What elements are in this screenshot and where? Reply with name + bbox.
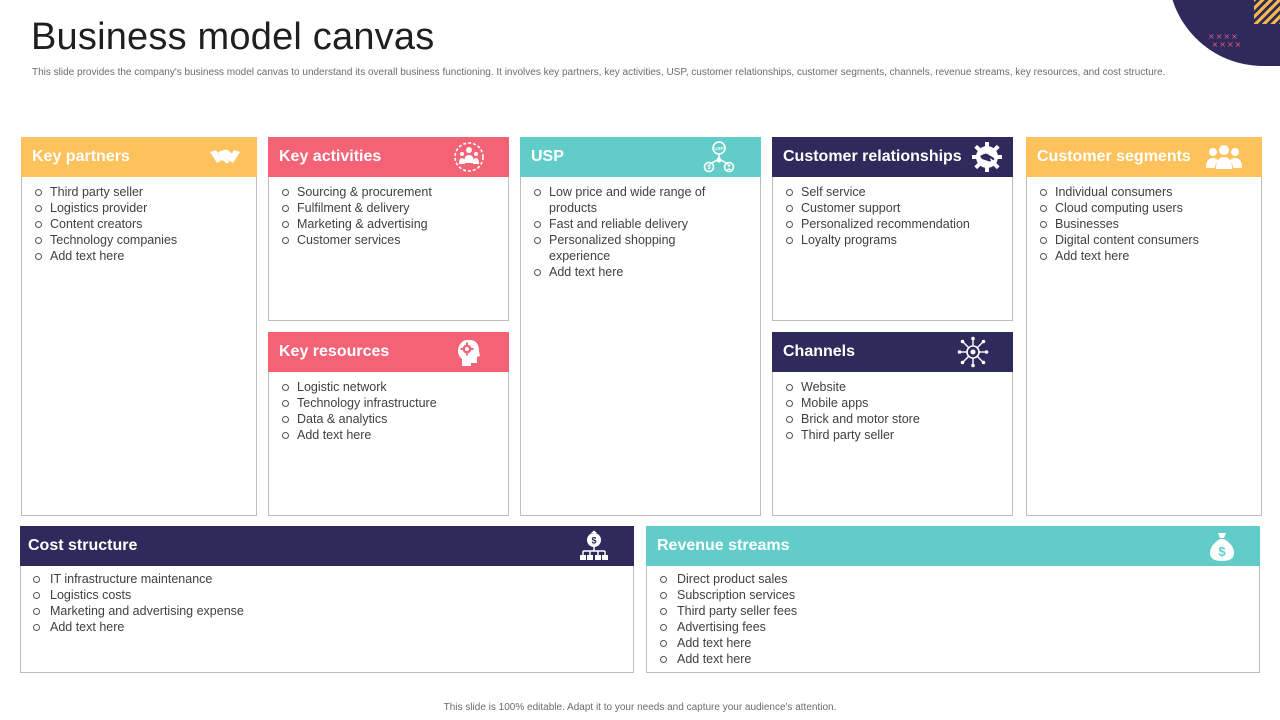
list-item: Third party seller fees — [659, 603, 1251, 619]
list-item: Self service — [785, 184, 1004, 200]
list-item: Fulfilment & delivery — [281, 200, 500, 216]
cost-structure-card — [20, 526, 634, 673]
list-item: Low price and wide range of products — [533, 184, 752, 216]
usp-header — [520, 137, 761, 177]
list-item: Third party seller — [34, 184, 248, 200]
customer-relationships-card — [772, 137, 1013, 321]
cost-hierarchy-icon — [578, 530, 610, 562]
list-item: Digital content consumers — [1039, 232, 1253, 248]
gear-head-icon — [453, 336, 485, 368]
cost-structure-list — [32, 571, 625, 635]
list-item: Individual consumers — [1039, 184, 1253, 200]
list-item: Loyalty programs — [785, 232, 1004, 248]
footer-note: This slide is 100% editable. Adapt it to your needs and capture your audience's attention. — [443, 702, 837, 713]
list-item: Third party seller — [785, 427, 1004, 443]
channels-header — [772, 332, 1013, 372]
key-resources-card — [268, 332, 509, 516]
list-item: Logistics costs — [32, 587, 625, 603]
list-item: Add text here — [533, 264, 752, 280]
svg-text:$: $ — [707, 165, 711, 171]
revenue-streams-list — [659, 571, 1251, 667]
list-item: Businesses — [1039, 216, 1253, 232]
list-item: Direct product sales — [659, 571, 1251, 587]
list-item: Customer support — [785, 200, 1004, 216]
list-item: Fast and reliable delivery — [533, 216, 752, 232]
team-target-icon — [453, 141, 485, 173]
list-item: Personalized shopping experience — [533, 232, 752, 264]
money-bag-icon — [1206, 530, 1238, 562]
key-partners-title: Key partners — [32, 148, 130, 165]
channels-card — [772, 332, 1013, 516]
list-item: Add text here — [659, 651, 1251, 667]
list-item: Advertising fees — [659, 619, 1251, 635]
page-subtitle: This slide provides the company's business model canvas to understand its overall business functioning. It involves key partners, key activities, USP, customer relationships, customer segments, channels, revenue streams, key resources, and cost structure. — [32, 67, 1166, 78]
customer-segments-list — [1039, 184, 1253, 264]
key-activities-header — [268, 137, 509, 177]
svg-text:$: $ — [1218, 544, 1226, 559]
list-item: Cloud computing users — [1039, 200, 1253, 216]
key-partners-list — [34, 184, 248, 264]
customer-relationships-list — [785, 184, 1004, 248]
handshake-icon — [205, 141, 245, 173]
list-item: Data & analytics — [281, 411, 500, 427]
list-item: Sourcing & procurement — [281, 184, 500, 200]
customer-relationships-title: Customer relationships — [783, 148, 962, 165]
channels-list — [785, 379, 1004, 443]
list-item: Marketing & advertising — [281, 216, 500, 232]
list-item: Personalized recommendation — [785, 216, 1004, 232]
customer-segments-header — [1026, 137, 1262, 177]
list-item: Logistics provider — [34, 200, 248, 216]
cost-structure-header — [20, 526, 634, 566]
revenue-streams-title: Revenue streams — [657, 537, 790, 554]
key-activities-title: Key activities — [279, 148, 382, 165]
revenue-streams-header — [646, 526, 1260, 566]
gear-handshake-icon — [971, 141, 1003, 173]
corner-decoration — [1168, 0, 1280, 66]
list-item: Add text here — [32, 619, 625, 635]
key-partners-header — [21, 137, 257, 177]
svg-text:$: $ — [591, 535, 597, 546]
key-resources-list — [281, 379, 500, 443]
customer-segments-card — [1026, 137, 1262, 516]
corner-crosses-icon: ×××× ×××× — [1208, 32, 1243, 49]
list-item: Website — [785, 379, 1004, 395]
list-item: Technology companies — [34, 232, 248, 248]
channels-title: Channels — [783, 343, 856, 360]
svg-text:USP: USP — [714, 146, 724, 151]
list-item: Subscription services — [659, 587, 1251, 603]
list-item: Logistic network — [281, 379, 500, 395]
people-group-icon — [1204, 141, 1244, 173]
corner-stripes — [1254, 0, 1280, 24]
revenue-streams-card — [646, 526, 1260, 673]
page-title: Business model canvas — [31, 16, 435, 58]
hub-network-icon — [957, 336, 989, 368]
usp-title: USP — [531, 148, 564, 165]
key-activities-list — [281, 184, 500, 248]
key-resources-title: Key resources — [279, 343, 390, 360]
list-item: Add text here — [34, 248, 248, 264]
list-item: Marketing and advertising expense — [32, 603, 625, 619]
key-partners-card — [21, 137, 257, 516]
list-item: Brick and motor store — [785, 411, 1004, 427]
key-resources-header — [268, 332, 509, 372]
list-item: Content creators — [34, 216, 248, 232]
list-item: Add text here — [1039, 248, 1253, 264]
usp-network-icon — [703, 141, 735, 173]
usp-card — [520, 137, 761, 516]
list-item: Customer services — [281, 232, 500, 248]
usp-list — [533, 184, 752, 280]
customer-relationships-header — [772, 137, 1013, 177]
list-item: Add text here — [281, 427, 500, 443]
list-item: IT infrastructure maintenance — [32, 571, 625, 587]
list-item: Mobile apps — [785, 395, 1004, 411]
customer-segments-title: Customer segments — [1037, 148, 1191, 165]
key-activities-card — [268, 137, 509, 321]
list-item: Technology infrastructure — [281, 395, 500, 411]
cost-structure-title: Cost structure — [28, 537, 138, 554]
list-item: Add text here — [659, 635, 1251, 651]
